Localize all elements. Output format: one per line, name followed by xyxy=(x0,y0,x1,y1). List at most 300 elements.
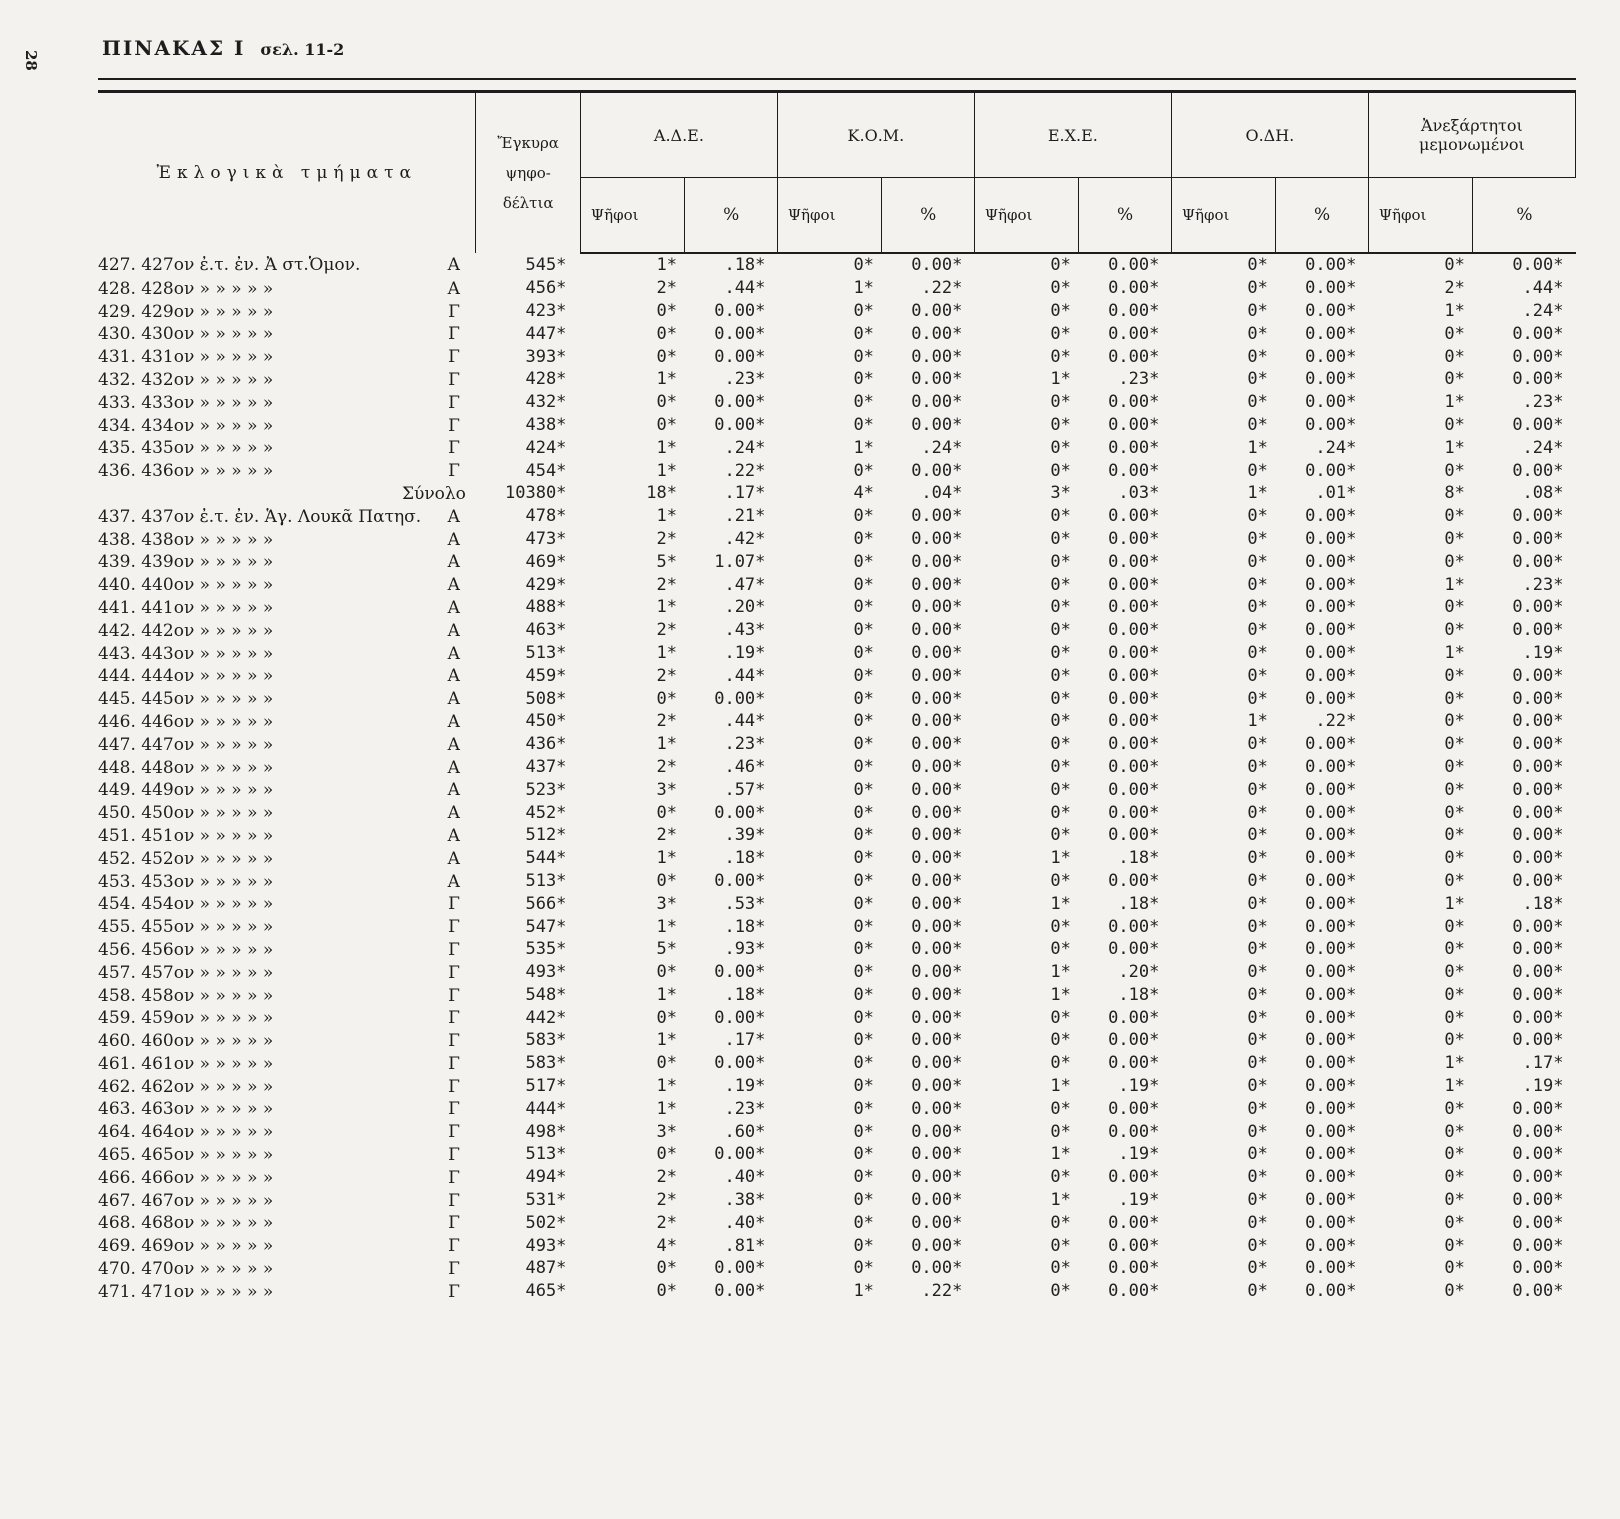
votes-cell: 0* xyxy=(853,1144,874,1165)
table-row xyxy=(98,1234,1576,1257)
votes-cell: 0* xyxy=(853,1053,874,1074)
valid-ballots-cell: 535* xyxy=(525,939,567,960)
percent-cell: 0.00* xyxy=(1305,665,1357,686)
percent-cell: 0.00* xyxy=(1512,620,1564,641)
votes-cell: 2* xyxy=(656,620,677,641)
table-row xyxy=(98,368,1576,391)
table-row xyxy=(98,915,1576,938)
percent-cell: 0.00* xyxy=(1108,574,1160,595)
votes-cell: 0* xyxy=(853,893,874,914)
table-row xyxy=(98,414,1576,437)
header-valid-line1: Ἔγκυρα xyxy=(497,134,559,152)
votes-cell: 4* xyxy=(853,483,874,504)
percent-cell: 0.00* xyxy=(911,825,963,846)
percent-cell: 0.00* xyxy=(911,1258,963,1279)
section-name: 427. 427ον ἐ.τ. ἐν. Ἀ στ.Ὁμον. xyxy=(98,255,361,275)
votes-cell: 2* xyxy=(656,528,677,549)
percent-cell: 0.00* xyxy=(1305,756,1357,777)
votes-cell: 0* xyxy=(1247,688,1268,709)
votes-cell: 0* xyxy=(656,688,677,709)
valid-ballots-cell: 452* xyxy=(525,802,567,823)
district-letter: Γ xyxy=(448,962,460,983)
section-name-cell xyxy=(98,368,476,391)
votes-cell: 1* xyxy=(656,1030,677,1051)
votes-cell: 2* xyxy=(656,665,677,686)
percent-cell: 0.00* xyxy=(1305,848,1357,869)
votes-cell: 1* xyxy=(656,460,677,481)
percent-cell: 0.00* xyxy=(1305,323,1357,344)
table-header xyxy=(98,92,1576,254)
valid-ballots-cell: 465* xyxy=(525,1281,567,1302)
votes-cell: 1* xyxy=(1444,1053,1465,1074)
votes-cell: 0* xyxy=(853,916,874,937)
votes-cell: 0* xyxy=(1050,734,1071,755)
section-name: 432. 432ον » » » » » xyxy=(98,369,274,390)
valid-ballots-cell: 545* xyxy=(525,254,567,275)
votes-cell: 0* xyxy=(853,711,874,732)
votes-cell: 0* xyxy=(853,460,874,481)
votes-cell: 5* xyxy=(656,551,677,572)
votes-cell: 0* xyxy=(1247,848,1268,869)
votes-cell: 0* xyxy=(1050,939,1071,960)
section-name: 461. 461ον » » » » » xyxy=(98,1053,274,1074)
section-name: 451. 451ον » » » » » xyxy=(98,825,274,846)
votes-cell: 0* xyxy=(1444,1121,1465,1142)
valid-ballots-cell: 493* xyxy=(525,962,567,983)
percent-cell: 0.00* xyxy=(1305,962,1357,983)
percent-cell: 0.00* xyxy=(1512,1007,1564,1028)
district-letter: Γ xyxy=(448,301,460,322)
votes-cell: 0* xyxy=(656,1053,677,1074)
valid-ballots-cell: 10380* xyxy=(505,483,567,504)
votes-cell: 1* xyxy=(1050,984,1071,1005)
header-party-independents: Ἀνεξάρτητοι μεμονωμένοι xyxy=(1368,92,1575,178)
votes-cell: 0* xyxy=(853,369,874,390)
percent-cell: 0.00* xyxy=(1512,369,1564,390)
header-pct: % xyxy=(685,178,777,254)
section-name-cell xyxy=(98,938,476,961)
votes-cell: 0* xyxy=(656,962,677,983)
section-name: 456. 456ον » » » » » xyxy=(98,939,274,960)
section-name: 436. 436ον » » » » » xyxy=(98,461,274,482)
valid-ballots-cell: 429* xyxy=(525,574,567,595)
votes-cell: 0* xyxy=(1247,620,1268,641)
percent-cell: 0.00* xyxy=(911,528,963,549)
table-row xyxy=(98,642,1576,665)
percent-cell: 0.00* xyxy=(911,642,963,663)
votes-cell: 0* xyxy=(656,1258,677,1279)
votes-cell: 0* xyxy=(1050,1053,1071,1074)
percent-cell: .18* xyxy=(724,916,766,937)
percent-cell: .23* xyxy=(724,369,766,390)
votes-cell: 0* xyxy=(853,962,874,983)
section-name: 455. 455ον » » » » » xyxy=(98,917,274,938)
votes-cell: 0* xyxy=(1444,597,1465,618)
percent-cell: 0.00* xyxy=(911,870,963,891)
table-row xyxy=(98,961,1576,984)
votes-cell: 0* xyxy=(1050,551,1071,572)
valid-ballots-cell: 566* xyxy=(525,893,567,914)
valid-ballots-cell: 547* xyxy=(525,916,567,937)
percent-cell: .01* xyxy=(1315,483,1357,504)
header-valid-line2: ψηφο- xyxy=(505,164,551,182)
section-name: 446. 446ον » » » » » xyxy=(98,711,274,732)
votes-cell: 1* xyxy=(1050,1190,1071,1211)
percent-cell: 0.00* xyxy=(714,962,766,983)
section-name: 443. 443ον » » » » » xyxy=(98,643,274,664)
district-letter: Γ xyxy=(448,324,460,345)
votes-cell: 3* xyxy=(656,1121,677,1142)
section-name-cell xyxy=(98,801,476,824)
header-pct: % xyxy=(1079,178,1171,254)
percent-cell: 0.00* xyxy=(1108,392,1160,413)
table-row xyxy=(98,1257,1576,1280)
section-name: 457. 457ον » » » » » xyxy=(98,962,274,983)
percent-cell: 1.07* xyxy=(714,551,766,572)
votes-cell: 0* xyxy=(1444,848,1465,869)
section-name: 467. 467ον » » » » » xyxy=(98,1190,274,1211)
table-row xyxy=(98,300,1576,323)
header-pct: % xyxy=(882,178,974,254)
votes-cell: 1* xyxy=(1050,848,1071,869)
percent-cell: 0.00* xyxy=(1512,528,1564,549)
percent-cell: 0.00* xyxy=(1305,1235,1357,1256)
valid-ballots-cell: 513* xyxy=(525,870,567,891)
votes-cell: 0* xyxy=(1050,916,1071,937)
votes-cell: 0* xyxy=(1247,665,1268,686)
votes-cell: 0* xyxy=(1444,779,1465,800)
table-row xyxy=(98,573,1576,596)
percent-cell: 0.00* xyxy=(1305,574,1357,595)
section-name: 449. 449ον » » » » » xyxy=(98,780,274,801)
section-name-cell xyxy=(98,345,476,368)
percent-cell: .38* xyxy=(724,1190,766,1211)
section-name: 440. 440ον » » » » » xyxy=(98,575,274,596)
district-letter: Γ xyxy=(448,917,460,938)
percent-cell: 0.00* xyxy=(1305,597,1357,618)
percent-cell: 0.00* xyxy=(1108,506,1160,527)
votes-cell: 2* xyxy=(656,756,677,777)
valid-ballots-cell: 508* xyxy=(525,688,567,709)
section-name: 471. 471ον » » » » » xyxy=(98,1281,274,1302)
section-name: 452. 452ον » » » » » xyxy=(98,848,274,869)
votes-cell: 0* xyxy=(1050,1212,1071,1233)
table-row xyxy=(98,664,1576,687)
percent-cell: 0.00* xyxy=(1108,551,1160,572)
votes-cell: 0* xyxy=(656,1144,677,1165)
votes-cell: 0* xyxy=(1444,870,1465,891)
votes-cell: 2* xyxy=(656,278,677,299)
total-row xyxy=(98,482,1576,505)
percent-cell: 0.00* xyxy=(1305,1098,1357,1119)
votes-cell: 0* xyxy=(1444,756,1465,777)
votes-cell: 0* xyxy=(1247,1121,1268,1142)
table-row xyxy=(98,619,1576,642)
header-votes: Ψῆφοι xyxy=(1171,178,1276,254)
votes-cell: 0* xyxy=(1050,825,1071,846)
district-letter: Γ xyxy=(448,1236,460,1257)
valid-ballots-cell: 438* xyxy=(525,414,567,435)
percent-cell: 0.00* xyxy=(714,323,766,344)
section-name-cell xyxy=(98,414,476,437)
percent-cell: 0.00* xyxy=(1305,528,1357,549)
votes-cell: 0* xyxy=(656,870,677,891)
votes-cell: 0* xyxy=(1247,756,1268,777)
valid-ballots-cell: 494* xyxy=(525,1167,567,1188)
votes-cell: 0* xyxy=(1050,323,1071,344)
votes-cell: 4* xyxy=(656,1235,677,1256)
section-name: 445. 445ον » » » » » xyxy=(98,689,274,710)
district-letter: Α xyxy=(447,780,460,801)
votes-cell: 2* xyxy=(656,574,677,595)
percent-cell: 0.00* xyxy=(1512,1258,1564,1279)
title-main: ΠΙΝΑΚΑΣ Ι xyxy=(102,36,246,60)
section-name-cell xyxy=(98,1189,476,1212)
percent-cell: 0.00* xyxy=(1108,756,1160,777)
table-row xyxy=(98,847,1576,870)
percent-cell: 0.00* xyxy=(1108,1212,1160,1233)
percent-cell: 0.00* xyxy=(1108,460,1160,481)
table-row xyxy=(98,528,1576,551)
section-name: 429. 429ον » » » » » xyxy=(98,301,274,322)
percent-cell: 0.00* xyxy=(1512,756,1564,777)
votes-cell: 0* xyxy=(853,255,874,276)
votes-cell: 0* xyxy=(1247,1212,1268,1233)
section-name: 428. 428ον » » » » » xyxy=(98,278,274,299)
valid-ballots-cell: 488* xyxy=(525,597,567,618)
votes-cell: 0* xyxy=(1444,1144,1465,1165)
top-rule xyxy=(98,78,1576,80)
district-letter: Γ xyxy=(448,392,460,413)
percent-cell: 0.00* xyxy=(1305,825,1357,846)
section-name-cell xyxy=(98,619,476,642)
percent-cell: 0.00* xyxy=(1512,551,1564,572)
percent-cell: .43* xyxy=(724,620,766,641)
percent-cell: .18* xyxy=(1118,848,1160,869)
section-name: 466. 466ον » » » » » xyxy=(98,1167,274,1188)
section-name-cell xyxy=(98,528,476,551)
votes-cell: 0* xyxy=(1247,939,1268,960)
valid-ballots-cell: 450* xyxy=(525,711,567,732)
percent-cell: 0.00* xyxy=(911,1212,963,1233)
votes-cell: 0* xyxy=(853,1235,874,1256)
percent-cell: 0.00* xyxy=(1512,1190,1564,1211)
votes-cell: 0* xyxy=(1247,734,1268,755)
table-row xyxy=(98,391,1576,414)
percent-cell: 0.00* xyxy=(1512,1098,1564,1119)
percent-cell: .03* xyxy=(1118,483,1160,504)
section-name-cell xyxy=(98,459,476,482)
valid-ballots-cell: 469* xyxy=(525,551,567,572)
percent-cell: 0.00* xyxy=(911,939,963,960)
votes-cell: 0* xyxy=(1247,597,1268,618)
section-name-cell xyxy=(98,253,476,277)
percent-cell: .24* xyxy=(921,437,963,458)
percent-cell: 0.00* xyxy=(911,756,963,777)
percent-cell: 0.00* xyxy=(911,802,963,823)
district-letter: Γ xyxy=(448,1259,460,1280)
votes-cell: 1* xyxy=(656,984,677,1005)
votes-cell: 0* xyxy=(656,1007,677,1028)
percent-cell: 0.00* xyxy=(1108,825,1160,846)
votes-cell: 0* xyxy=(853,506,874,527)
votes-cell: 0* xyxy=(1050,1007,1071,1028)
header-votes: Ψῆφοι xyxy=(580,178,685,254)
votes-cell: 0* xyxy=(656,802,677,823)
votes-cell: 1* xyxy=(1050,369,1071,390)
percent-cell: 0.00* xyxy=(1108,346,1160,367)
votes-cell: 0* xyxy=(1050,392,1071,413)
district-letter: Γ xyxy=(448,1099,460,1120)
percent-cell: 0.00* xyxy=(911,300,963,321)
votes-cell: 1* xyxy=(1444,574,1465,595)
percent-cell: 0.00* xyxy=(911,1007,963,1028)
district-letter: Α xyxy=(447,848,460,869)
votes-cell: 0* xyxy=(1050,528,1071,549)
votes-cell: 0* xyxy=(1247,1098,1268,1119)
percent-cell: .19* xyxy=(724,642,766,663)
votes-cell: 0* xyxy=(853,665,874,686)
percent-cell: 0.00* xyxy=(1305,506,1357,527)
section-name-cell xyxy=(98,961,476,984)
header-votes: Ψῆφοι xyxy=(777,178,882,254)
votes-cell: 0* xyxy=(1444,916,1465,937)
percent-cell: 0.00* xyxy=(1108,278,1160,299)
section-name-cell xyxy=(98,436,476,459)
votes-cell: 0* xyxy=(853,1076,874,1097)
percent-cell: 0.00* xyxy=(911,597,963,618)
section-name-cell xyxy=(98,824,476,847)
votes-cell: 1* xyxy=(1444,392,1465,413)
votes-cell: 0* xyxy=(1444,665,1465,686)
percent-cell: 0.00* xyxy=(911,1190,963,1211)
section-name: 459. 459ον » » » » » xyxy=(98,1008,274,1029)
votes-cell: 1* xyxy=(656,369,677,390)
section-name: 439. 439ον » » » » » xyxy=(98,552,274,573)
votes-cell: 0* xyxy=(853,1167,874,1188)
table-row xyxy=(98,550,1576,573)
percent-cell: 0.00* xyxy=(1512,665,1564,686)
percent-cell: 0.00* xyxy=(911,1030,963,1051)
section-name-cell xyxy=(98,870,476,893)
percent-cell: 0.00* xyxy=(911,1053,963,1074)
percent-cell: 0.00* xyxy=(1305,893,1357,914)
votes-cell: 0* xyxy=(853,392,874,413)
valid-ballots-cell: 432* xyxy=(525,392,567,413)
table-row xyxy=(98,687,1576,710)
header-valid-line3: δέλτια xyxy=(502,194,554,212)
votes-cell: 1* xyxy=(656,506,677,527)
percent-cell: .40* xyxy=(724,1167,766,1188)
percent-cell: .19* xyxy=(1522,1076,1564,1097)
section-name-cell xyxy=(98,300,476,323)
votes-cell: 2* xyxy=(656,825,677,846)
percent-cell: .53* xyxy=(724,893,766,914)
votes-cell: 0* xyxy=(1444,802,1465,823)
district-letter: Γ xyxy=(448,369,460,390)
votes-cell: 1* xyxy=(656,597,677,618)
percent-cell: 0.00* xyxy=(1305,1030,1357,1051)
percent-cell: 0.00* xyxy=(1305,779,1357,800)
votes-cell: 0* xyxy=(656,323,677,344)
votes-cell: 0* xyxy=(1247,460,1268,481)
percent-cell: 0.00* xyxy=(1512,688,1564,709)
section-name: 469. 469ον » » » » » xyxy=(98,1236,274,1257)
percent-cell: .18* xyxy=(724,255,766,276)
votes-cell: 0* xyxy=(1247,962,1268,983)
percent-cell: 0.00* xyxy=(1108,1098,1160,1119)
percent-cell: 0.00* xyxy=(1512,984,1564,1005)
percent-cell: 0.00* xyxy=(911,414,963,435)
votes-cell: 0* xyxy=(1247,1030,1268,1051)
percent-cell: 0.00* xyxy=(1108,1281,1160,1302)
district-letter: Α xyxy=(447,620,460,641)
percent-cell: .23* xyxy=(1118,369,1160,390)
header-party-ade: Α.Δ.Ε. xyxy=(580,92,777,178)
district-letter: Γ xyxy=(448,1213,460,1234)
votes-cell: 1* xyxy=(656,848,677,869)
table-row xyxy=(98,253,1576,277)
district-letter: Α xyxy=(447,711,460,732)
district-letter: Γ xyxy=(448,347,460,368)
table-row xyxy=(98,733,1576,756)
votes-cell: 0* xyxy=(1050,506,1071,527)
votes-cell: 0* xyxy=(1050,1098,1071,1119)
votes-cell: 0* xyxy=(1247,642,1268,663)
percent-cell: 0.00* xyxy=(1108,711,1160,732)
valid-ballots-cell: 428* xyxy=(525,369,567,390)
votes-cell: 0* xyxy=(1050,597,1071,618)
percent-cell: 0.00* xyxy=(1512,870,1564,891)
header-party-kom: Κ.Ο.Μ. xyxy=(777,92,974,178)
section-name-cell xyxy=(98,778,476,801)
section-name-cell xyxy=(98,550,476,573)
percent-cell: .18* xyxy=(1118,893,1160,914)
votes-cell: 0* xyxy=(1247,392,1268,413)
percent-cell: .23* xyxy=(1522,392,1564,413)
valid-ballots-cell: 502* xyxy=(525,1212,567,1233)
percent-cell: 0.00* xyxy=(1305,870,1357,891)
valid-ballots-cell: 544* xyxy=(525,848,567,869)
votes-cell: 0* xyxy=(853,346,874,367)
votes-cell: 0* xyxy=(853,574,874,595)
percent-cell: 0.00* xyxy=(911,893,963,914)
percent-cell: .19* xyxy=(1118,1076,1160,1097)
votes-cell: 0* xyxy=(1444,1212,1465,1233)
percent-cell: 0.00* xyxy=(1512,825,1564,846)
percent-cell: .23* xyxy=(724,1098,766,1119)
votes-cell: 0* xyxy=(1444,620,1465,641)
votes-cell: 0* xyxy=(1247,323,1268,344)
header-sections: Ἐκλογικὰ τμήματα xyxy=(98,92,476,254)
percent-cell: 0.00* xyxy=(1305,1144,1357,1165)
percent-cell: 0.00* xyxy=(911,848,963,869)
votes-cell: 0* xyxy=(1247,300,1268,321)
percent-cell: .17* xyxy=(724,1030,766,1051)
percent-cell: 0.00* xyxy=(1512,255,1564,276)
district-letter: Α xyxy=(447,575,460,596)
section-name: 453. 453ον » » » » » xyxy=(98,871,274,892)
votes-cell: 0* xyxy=(1444,825,1465,846)
percent-cell: .44* xyxy=(1522,278,1564,299)
percent-cell: 0.00* xyxy=(911,255,963,276)
percent-cell: 0.00* xyxy=(1512,962,1564,983)
percent-cell: 0.00* xyxy=(1512,1144,1564,1165)
percent-cell: 0.00* xyxy=(911,688,963,709)
percent-cell: .23* xyxy=(724,734,766,755)
votes-cell: 0* xyxy=(853,825,874,846)
percent-cell: 0.00* xyxy=(1108,665,1160,686)
